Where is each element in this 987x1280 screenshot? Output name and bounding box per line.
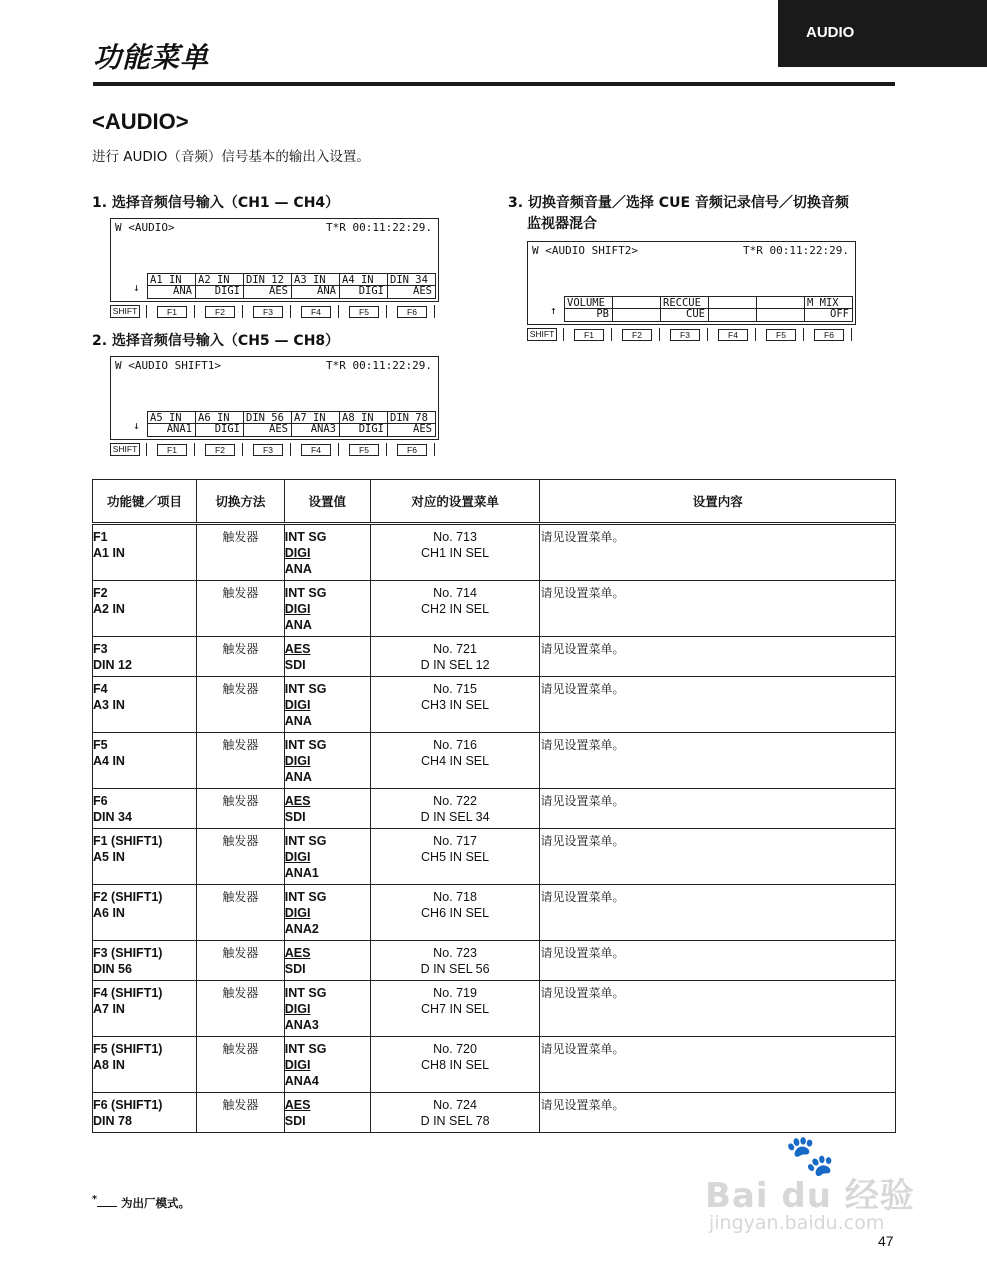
setup-menu-name: CH8 IN SEL	[421, 1058, 490, 1072]
page-title: 功能菜单	[93, 41, 210, 74]
setting-value: SDI	[284, 962, 306, 976]
item-name: A5 IN	[93, 850, 125, 864]
lcd-cell-value: PB	[596, 308, 609, 320]
setting-values-cell	[284, 524, 370, 581]
setting-value: INT SG	[284, 738, 327, 752]
setting-value: INT SG	[284, 586, 327, 600]
function-key-f3[interactable]: F3	[253, 444, 283, 456]
key-separator	[290, 443, 291, 456]
setting-content-cell: 请见设置菜单。	[540, 524, 896, 581]
shift-key: SHIFT	[110, 443, 140, 456]
setting-values-cell	[284, 581, 370, 637]
key-separator	[338, 443, 339, 456]
function-key-f2[interactable]: F2	[205, 444, 235, 456]
lcd-menu-cell	[291, 411, 339, 437]
lcd-screen-audio-shift1	[110, 356, 439, 440]
page-number: 47	[878, 1233, 894, 1249]
setup-menu-name: CH4 IN SEL	[421, 754, 490, 768]
setting-value: INT SG	[284, 1042, 327, 1056]
setup-menu-name: CH7 IN SEL	[421, 1002, 490, 1016]
table-row	[93, 637, 896, 677]
setting-values-cell	[284, 733, 370, 789]
lcd-cell-value: AES	[269, 285, 288, 297]
table-row	[93, 1093, 896, 1133]
setting-value: ANA	[284, 562, 312, 576]
key-separator	[338, 305, 339, 318]
setting-value: INT SG	[284, 530, 327, 544]
function-key-name: F5 (SHIFT1)	[93, 1042, 163, 1056]
switch-method-cell: 触发器	[196, 829, 284, 885]
setup-menu-name: CH1 IN SEL	[421, 546, 490, 560]
lcd-cell-value: CUE	[686, 308, 705, 320]
setting-content-cell: 请见设置菜单。	[540, 789, 896, 829]
setup-menu-name: D IN SEL 34	[420, 810, 490, 824]
switch-method-cell: 触发器	[196, 1037, 284, 1093]
page-arrow-icon: ↓	[133, 419, 140, 432]
function-key-cell	[93, 829, 197, 885]
setting-values-cell	[284, 1093, 370, 1133]
function-key-f5[interactable]: F5	[349, 444, 379, 456]
function-key-f5[interactable]: F5	[766, 329, 796, 341]
function-key-name: F1	[93, 530, 108, 544]
setup-menu-name: D IN SEL 12	[420, 658, 490, 672]
lcd-cell-divider	[709, 308, 756, 309]
lcd-cell-value: OFF	[830, 308, 849, 320]
section-tab	[778, 0, 987, 67]
lcd-cell-value: DIGI	[214, 423, 240, 435]
function-key-cell	[93, 637, 197, 677]
setting-value: INT SG	[284, 986, 327, 1000]
item-name: A6 IN	[93, 906, 125, 920]
setup-menu-cell	[370, 733, 540, 789]
function-key-cell	[93, 581, 197, 637]
setting-value: INT SG	[284, 890, 327, 904]
function-key-row	[110, 305, 438, 319]
setup-menu-cell	[370, 829, 540, 885]
lcd-menu-cell	[612, 296, 660, 322]
lcd-title: W <AUDIO>	[115, 221, 175, 234]
key-separator	[611, 328, 612, 341]
lcd-screen-audio	[110, 218, 439, 302]
key-separator	[755, 328, 756, 341]
setting-value: DIGI	[284, 698, 311, 712]
setting-content-cell: 请见设置菜单。	[540, 981, 896, 1037]
footnote-text: 为出厂模式。	[121, 1195, 191, 1210]
lcd-menu-cell	[147, 411, 195, 437]
function-key-f3[interactable]: F3	[253, 306, 283, 318]
setting-value: DIGI	[284, 850, 311, 864]
lcd-title: W <AUDIO SHIFT1>	[115, 359, 221, 372]
lcd-menu-cell	[804, 296, 853, 322]
lcd-menu-cell	[756, 296, 804, 322]
setting-value: DIGI	[284, 1058, 311, 1072]
setting-value: ANA1	[284, 866, 319, 880]
lcd-menu-cell	[243, 273, 291, 299]
lcd-cell-value: DIGI	[358, 423, 384, 435]
lcd-menu-cell	[564, 296, 612, 322]
function-key-name: F3 (SHIFT1)	[93, 946, 163, 960]
function-key-cell	[93, 885, 197, 941]
lcd-cell-value: ANA	[317, 285, 336, 297]
item-name: A1 IN	[93, 546, 125, 560]
lcd-menu-cell	[387, 411, 436, 437]
function-key-cell	[93, 789, 197, 829]
lcd-cell-item: A2 IN	[198, 274, 230, 286]
table-row	[93, 581, 896, 637]
lcd-menu-row	[111, 273, 438, 298]
function-key-f1[interactable]: F1	[157, 444, 187, 456]
setting-value: SDI	[284, 658, 306, 672]
setting-content-cell: 请见设置菜单。	[540, 637, 896, 677]
key-separator	[659, 328, 660, 341]
setup-menu-number: No. 715	[433, 682, 477, 696]
lcd-cell-item: A4 IN	[342, 274, 374, 286]
lcd-menu-row	[528, 296, 855, 321]
setting-value: ANA	[284, 618, 312, 632]
switch-method-cell: 触发器	[196, 733, 284, 789]
lcd-cell-value: ANA1	[166, 423, 192, 435]
setting-value: ANA3	[284, 1018, 319, 1032]
header-rule	[93, 82, 895, 86]
table-header-row	[93, 480, 896, 524]
table-row	[93, 789, 896, 829]
function-key-f1[interactable]: F1	[157, 306, 187, 318]
lcd-timecode: T*R 00:11:22:29.	[743, 244, 849, 257]
setup-menu-number: No. 717	[433, 834, 477, 848]
lcd-menu-cell	[339, 411, 387, 437]
screen3-caption-line1: 3. 切换音频音量／选择 CUE 音频记录信号／切换音频	[508, 195, 849, 211]
function-key-name: F2 (SHIFT1)	[93, 890, 163, 904]
lcd-cell-item: DIN 34	[390, 274, 428, 286]
setup-menu-name: CH6 IN SEL	[421, 906, 490, 920]
key-separator	[803, 328, 804, 341]
setup-menu-name: CH3 IN SEL	[421, 698, 490, 712]
function-key-name: F5	[93, 738, 108, 752]
lcd-cell-item: DIN 56	[246, 412, 284, 424]
switch-method-cell: 触发器	[196, 1093, 284, 1133]
function-key-cell	[93, 524, 197, 581]
lcd-cell-value: ANA	[173, 285, 192, 297]
function-key-f6[interactable]: F6	[397, 444, 427, 456]
item-name: A8 IN	[93, 1058, 125, 1072]
key-separator	[146, 443, 147, 456]
lcd-cell-item: VOLUME	[567, 297, 605, 309]
footnote-underline-sample	[97, 1206, 117, 1207]
function-key-cell	[93, 677, 197, 733]
setting-value: DIGI	[284, 754, 311, 768]
lcd-cell-value: DIGI	[358, 285, 384, 297]
lcd-menu-cell	[147, 273, 195, 299]
setup-menu-name: D IN SEL 56	[420, 962, 490, 976]
setting-value: SDI	[284, 810, 306, 824]
function-key-f6[interactable]: F6	[397, 306, 427, 318]
function-key-name: F3	[93, 642, 108, 656]
setting-content-cell: 请见设置菜单。	[540, 941, 896, 981]
key-separator	[290, 305, 291, 318]
setting-value: SDI	[284, 1114, 306, 1128]
watermark-brand: Bai du 经验	[705, 1176, 915, 1216]
lcd-cell-item: RECCUE	[663, 297, 701, 309]
section-heading: <AUDIO>	[92, 109, 189, 134]
key-separator	[386, 443, 387, 456]
lcd-cell-value: AES	[413, 285, 432, 297]
setup-menu-number: No. 721	[433, 642, 477, 656]
function-key-f1[interactable]: F1	[574, 329, 604, 341]
column-header: 切换方法	[196, 480, 284, 524]
screen1-caption: 1. 选择音频信号输入（CH1 — CH4）	[92, 195, 340, 211]
function-key-f2[interactable]: F2	[622, 329, 652, 341]
setup-menu-number: No. 722	[433, 794, 477, 808]
page-arrow-icon: ↓	[133, 281, 140, 294]
setting-content-cell: 请见设置菜单。	[540, 1093, 896, 1133]
function-key-name: F6 (SHIFT1)	[93, 1098, 163, 1112]
screen2-caption: 2. 选择音频信号输入（CH5 — CH8）	[92, 333, 340, 349]
setting-content-cell: 请见设置菜单。	[540, 677, 896, 733]
function-key-f4[interactable]: F4	[718, 329, 748, 341]
function-key-name: F2	[93, 586, 108, 600]
setting-content-cell: 请见设置菜单。	[540, 829, 896, 885]
setup-menu-cell	[370, 981, 540, 1037]
item-name: A7 IN	[93, 1002, 125, 1016]
setting-content-cell: 请见设置菜单。	[540, 1037, 896, 1093]
function-key-f6[interactable]: F6	[814, 329, 844, 341]
setting-value: AES	[284, 642, 311, 656]
watermark	[705, 1132, 935, 1242]
setup-menu-cell	[370, 885, 540, 941]
switch-method-cell: 触发器	[196, 581, 284, 637]
setting-values-cell	[284, 637, 370, 677]
key-separator	[434, 305, 435, 318]
footnote-mark: *	[92, 1194, 98, 1205]
watermark-url: jingyan.baidu.com	[709, 1212, 885, 1234]
switch-method-cell: 触发器	[196, 789, 284, 829]
setup-menu-cell	[370, 524, 540, 581]
lcd-menu-cell	[195, 273, 243, 299]
setting-values-cell	[284, 885, 370, 941]
setup-menu-cell	[370, 677, 540, 733]
lcd-menu-cell	[195, 411, 243, 437]
paw-icon: 🐾	[785, 1133, 835, 1179]
setting-values-cell	[284, 829, 370, 885]
lcd-cell-item: A5 IN	[150, 412, 182, 424]
function-key-cell	[93, 941, 197, 981]
key-separator	[194, 443, 195, 456]
setting-value: INT SG	[284, 682, 327, 696]
lcd-screen-audio-shift2	[527, 241, 856, 325]
screen3-caption-line2: 监视器混合	[527, 216, 597, 232]
function-key-cell	[93, 1037, 197, 1093]
key-separator	[851, 328, 852, 341]
key-separator	[563, 328, 564, 341]
setting-value: INT SG	[284, 834, 327, 848]
setting-value: AES	[284, 794, 311, 808]
setup-menu-name: CH2 IN SEL	[421, 602, 490, 616]
setting-value: ANA	[284, 770, 312, 784]
function-key-f3[interactable]: F3	[670, 329, 700, 341]
setup-menu-number: No. 716	[433, 738, 477, 752]
item-name: DIN 78	[93, 1114, 132, 1128]
setup-menu-number: No. 720	[433, 1042, 477, 1056]
lcd-menu-cell	[708, 296, 756, 322]
setting-value: ANA	[284, 714, 312, 728]
setting-value: DIGI	[284, 546, 311, 560]
lcd-cell-value: AES	[269, 423, 288, 435]
lcd-cell-value: DIGI	[214, 285, 240, 297]
setting-value: AES	[284, 946, 311, 960]
setting-value: ANA2	[284, 922, 319, 936]
function-key-name: F6	[93, 794, 108, 808]
item-name: A3 IN	[93, 698, 125, 712]
footnote	[92, 1194, 190, 1211]
setting-value: ANA4	[284, 1074, 319, 1088]
switch-method-cell: 触发器	[196, 524, 284, 581]
lcd-menu-row	[111, 411, 438, 436]
table-row	[93, 677, 896, 733]
column-header: 设置内容	[540, 480, 896, 524]
setup-menu-number: No. 724	[433, 1098, 477, 1112]
table-row	[93, 524, 896, 581]
setup-menu-name: CH5 IN SEL	[421, 850, 490, 864]
column-header: 功能键／项目	[93, 480, 197, 524]
lcd-cell-item: DIN 78	[390, 412, 428, 424]
lcd-menu-cell	[387, 273, 436, 299]
table-row	[93, 981, 896, 1037]
key-separator	[146, 305, 147, 318]
setup-menu-cell	[370, 1093, 540, 1133]
lcd-menu-cell	[291, 273, 339, 299]
function-key-name: F1 (SHIFT1)	[93, 834, 163, 848]
setting-value: DIGI	[284, 1002, 311, 1016]
shift-key: SHIFT	[527, 328, 557, 341]
function-key-f5[interactable]: F5	[349, 306, 379, 318]
setting-values-cell	[284, 677, 370, 733]
function-key-cell	[93, 1093, 197, 1133]
item-name: A4 IN	[93, 754, 125, 768]
lcd-cell-item: A1 IN	[150, 274, 182, 286]
setup-menu-number: No. 719	[433, 986, 477, 1000]
lcd-cell-item: A3 IN	[294, 274, 326, 286]
lcd-menu-cell	[243, 411, 291, 437]
setting-values-cell	[284, 941, 370, 981]
table-row	[93, 1037, 896, 1093]
lcd-cell-item: A7 IN	[294, 412, 326, 424]
lcd-cell-item: A6 IN	[198, 412, 230, 424]
table-row	[93, 941, 896, 981]
switch-method-cell: 触发器	[196, 981, 284, 1037]
setting-value: DIGI	[284, 602, 311, 616]
function-key-cell	[93, 981, 197, 1037]
lcd-cell-item: DIN 12	[246, 274, 284, 286]
setting-values-cell	[284, 789, 370, 829]
item-name: A2 IN	[93, 602, 125, 616]
table-row	[93, 885, 896, 941]
switch-method-cell: 触发器	[196, 637, 284, 677]
key-separator	[386, 305, 387, 318]
key-separator	[707, 328, 708, 341]
table-row	[93, 733, 896, 789]
key-separator	[434, 443, 435, 456]
setup-menu-cell	[370, 1037, 540, 1093]
function-key-row	[527, 328, 855, 342]
lcd-cell-divider	[613, 308, 660, 309]
lcd-cell-item: M MIX	[807, 297, 839, 309]
switch-method-cell: 触发器	[196, 941, 284, 981]
function-key-f4[interactable]: F4	[301, 444, 331, 456]
item-name: DIN 12	[93, 658, 132, 672]
lcd-cell-item: A8 IN	[342, 412, 374, 424]
setting-values-cell	[284, 1037, 370, 1093]
column-header: 对应的设置菜单	[370, 480, 540, 524]
item-name: DIN 34	[93, 810, 132, 824]
lcd-menu-cell	[339, 273, 387, 299]
key-separator	[242, 305, 243, 318]
setup-menu-cell	[370, 581, 540, 637]
setup-menu-number: No. 718	[433, 890, 477, 904]
function-key-name: F4	[93, 682, 108, 696]
function-key-cell	[93, 733, 197, 789]
setup-menu-cell	[370, 637, 540, 677]
table-row	[93, 829, 896, 885]
setting-value: DIGI	[284, 906, 311, 920]
setting-values-cell	[284, 981, 370, 1037]
shift-key: SHIFT	[110, 305, 140, 318]
key-separator	[242, 443, 243, 456]
setup-menu-name: D IN SEL 78	[420, 1114, 490, 1128]
setup-menu-number: No. 714	[433, 586, 477, 600]
setting-content-cell: 请见设置菜单。	[540, 885, 896, 941]
function-key-f2[interactable]: F2	[205, 306, 235, 318]
lcd-cell-value: ANA3	[310, 423, 336, 435]
switch-method-cell: 触发器	[196, 885, 284, 941]
section-tab-label: AUDIO	[806, 24, 855, 41]
lcd-timecode: T*R 00:11:22:29.	[326, 359, 432, 372]
section-intro: 进行 AUDIO（音频）信号基本的输出入设置。	[92, 149, 370, 165]
function-key-name: F4 (SHIFT1)	[93, 986, 163, 1000]
lcd-timecode: T*R 00:11:22:29.	[326, 221, 432, 234]
setup-menu-cell	[370, 941, 540, 981]
setup-menu-number: No. 723	[433, 946, 477, 960]
switch-method-cell: 触发器	[196, 677, 284, 733]
setup-menu-number: No. 713	[433, 530, 477, 544]
lcd-title: W <AUDIO SHIFT2>	[532, 244, 638, 257]
function-key-f4[interactable]: F4	[301, 306, 331, 318]
key-separator	[194, 305, 195, 318]
page-arrow-icon: ↑	[550, 304, 557, 317]
function-key-row	[110, 443, 438, 457]
setting-content-cell: 请见设置菜单。	[540, 581, 896, 637]
lcd-cell-divider	[757, 308, 804, 309]
item-name: DIN 56	[93, 962, 132, 976]
settings-table	[92, 479, 896, 1133]
lcd-menu-cell	[660, 296, 708, 322]
lcd-cell-value: AES	[413, 423, 432, 435]
column-header: 设置值	[284, 480, 370, 524]
setup-menu-cell	[370, 789, 540, 829]
setting-content-cell: 请见设置菜单。	[540, 733, 896, 789]
setting-value: AES	[284, 1098, 311, 1112]
